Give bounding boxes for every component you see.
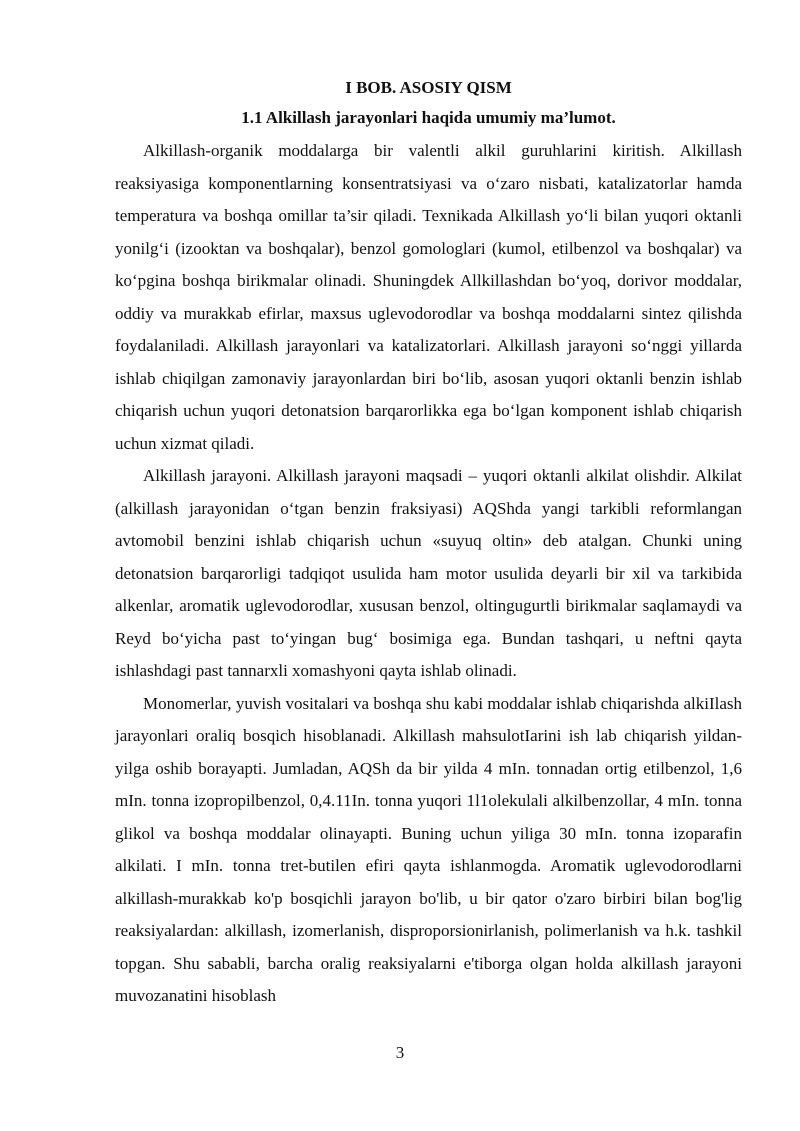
chapter-title: I BOB. ASOSIY QISM — [345, 78, 512, 97]
page-content — [115, 73, 742, 1013]
paragraph-2: Alkillash jarayoni. Alkillash jarayoni maqsadi – yuqori oktanli alkilat olishdir. Alkilat (alkillash jarayonidan o‘tgan benzin fraksiyasi) AQShda yangi tarkibli reformlangan avtomobil benzini ishlab chiqarish uchun «suyuq oltin» deb atalgan. Chunki uning detonatsion barqarorligi tadqiqot usulida ham motor usulida deyarli bir xil va tarkibida alkenlar, aromatik uglevodorodlar, xususan benzol, oltingugurtli birikmalar saqlamaydi va Reyd bo‘yicha past to‘yingan bug‘ bosimiga ega. Bundan tashqari, u neftni qayta ishlashdagi past tannarxli xomashyoni qayta ishlab olinadi. — [115, 466, 742, 680]
paragraph-1: Alkillash-organik moddalarga bir valentli alkil guruhlarini kiritish. Alkillash reaksiyasiga komponentlarning konsentratsiyasi va o‘zaro nisbati, katalizatorlar hamda temperatura va boshqa omillar ta’sir qiladi. Texnikada Alkillash yo‘li bilan yuqori oktanli yonilg‘i (izooktan va boshqalar), benzol gomologlari (kumol, etilbenzol va boshqalar) va ko‘pgina boshqa birikmalar olinadi. Shuningdek Allkillashdan bo‘yoq, dorivor moddalar, oddiy va murakkab efirlar, maxsus uglevodorodlar va boshqa moddalarni sintez qilishda foydalaniladi. Alkillash jarayonlari va katalizatorlari. Alkillash jarayoni so‘nggi yillarda ishlab chiqilgan zamonaviy jarayonlardan biri bo‘lib, asosan yuqori oktanli benzin ishlab chiqarish uchun yuqori detonatsion barqarorlikka ega bo‘lgan komponent ishlab chiqarish uchun xizmat qiladi. — [115, 141, 742, 453]
paragraph-3: Monomerlar, yuvish vositalari va boshqa shu kabi moddalar ishlab chiqarishda alkiIlash jarayonlari oraliq bosqich hisoblanadi. Alkillash mahsulotIarini ish lab chiqarish yildan-yilga oshib borayapti. Jumladan, AQSh da bir yilda 4 mIn. tonnadan ortig etilbenzol, 1,6 mIn. tonna izopropilbenzol, 0,4.11In. tonna yuqori 1l1olekulali alkilbenzollar, 4 mIn. tonna glikol va boshqa moddalar olinayapti. Buning uchun yiliga 30 mIn. tonna izoparafin alkilati. I mIn. tonna tret-butilen efiri qayta ishlanmogda. Aromatik uglevodorodlarni alkillash-murakkab ko'p bosqichli jarayon bo'lib, u bir qator o'zaro birbiri bilan bog'lig reaksiyalardan: alkillash, izomerlanish, disproporsionirlanish, polimerlanish va h.k. tashkil topgan. Shu sababli, barcha oralig reaksiyalarni e'tiborga olgan holda alkillash jarayoni muvozanatini hisoblash — [115, 693, 742, 1005]
section-title: 1.1 Alkillash jarayonlari haqida umumiy ma’lumot. — [241, 108, 616, 127]
page-number: 3 — [395, 1043, 405, 1062]
